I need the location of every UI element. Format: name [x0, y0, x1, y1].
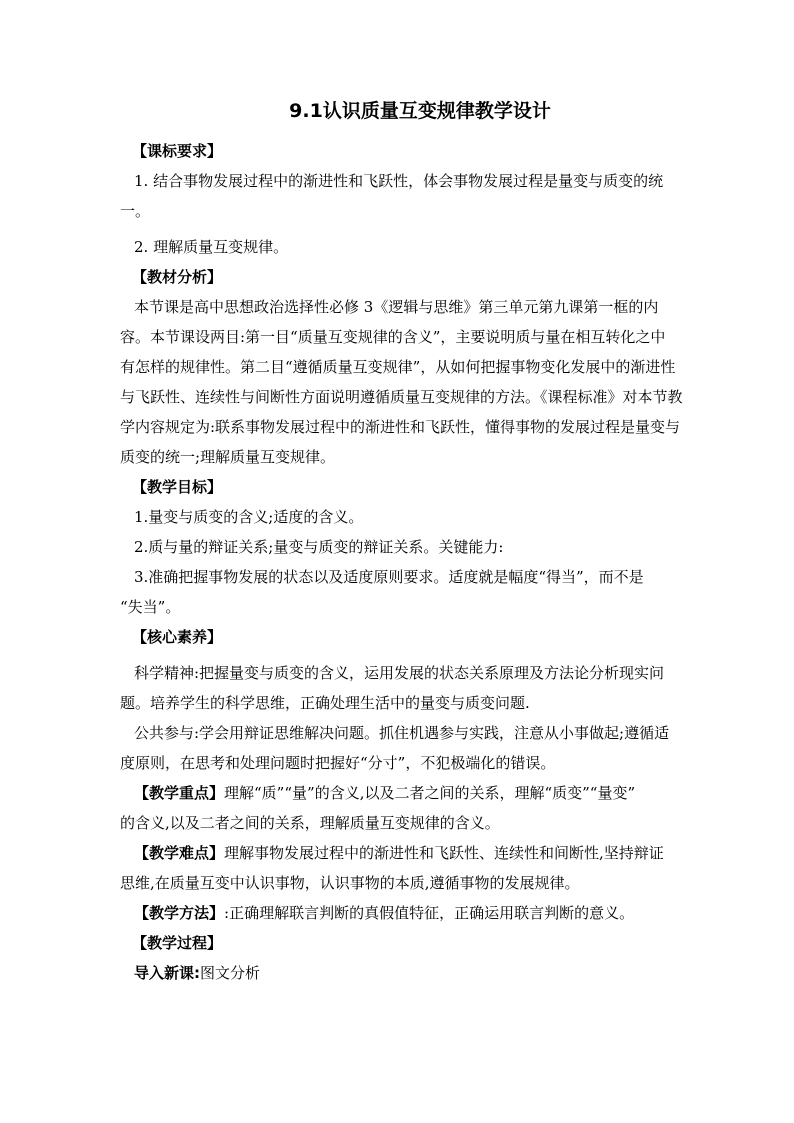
kebiao-item-1-line-1: 1. 结合事物发展过程中的渐进性和飞跃性，体会事物发展过程是量变与质变的统 — [134, 172, 664, 190]
jiaocai-line-4: 与飞跃性、连续性与间断性方面说明遵循质量互变规律的方法。《课程标准》对本节教 — [120, 388, 683, 406]
page-title: 9.1认识质量互变规律教学设计 — [289, 100, 551, 122]
mubiao-item-3-line-1: 3.准确把握事物发展的状态以及适度原则要求。适度就是幅度“得当”，而不是 — [134, 568, 644, 586]
daoru-line — [120, 958, 700, 988]
kebiao-item-2: 2. 理解质量互变规律。 — [134, 238, 289, 256]
section-heading-guocheng: 【教学过程】 — [132, 934, 223, 952]
zhongdian-label: 【教学重点】 — [134, 784, 225, 802]
zhongdian-text: 理解“质”“量”的含义,以及二者之间的关系，理解“质变”“量变” — [224, 784, 636, 802]
nandian-line-1 — [120, 838, 700, 868]
jiaocai-line-1: 本节课是高中思想政治选择性必修 3《逻辑与思维》第三单元第九课第一框的内 — [134, 298, 659, 316]
daoru-label: 导入新课: — [134, 964, 200, 982]
jiaocai-line-5: 学内容规定为:联系事物发展过程中的渐进性和飞跃性，懂得事物的发展过程是量变与 — [120, 418, 681, 436]
nandian-line-2: 思维,在质量互变中认识事物，认识事物的本质,遵循事物的发展规律。 — [120, 874, 580, 892]
fangfa-label: 【教学方法】 — [134, 904, 225, 922]
jiaocai-line-2: 容。本节课设两目:第一目“质量互变规律的含义”，主要说明质与量在相互转化之中 — [120, 328, 666, 346]
daoru-text: 图文分析 — [200, 964, 261, 982]
suyang-kexue-line-2: 题。培养学生的科学思维，正确处理生活中的量变与质变问题. — [120, 694, 530, 712]
fangfa-text: :正确理解联言判断的真假值特征，正确运用联言判断的意义。 — [224, 904, 635, 922]
suyang-gonggong-line-2: 度原则，在思考和处理问题时把握好“分寸”，不犯极端化的错误。 — [120, 754, 556, 772]
zhongdian-line-2: 的含义,以及二者之间的关系，理解质量互变规律的含义。 — [120, 814, 500, 832]
jiaocai-line-3: 有怎样的规律性。第二目“遵循质量互变规律”，从如何把握事物变化发展中的渐进性 — [120, 358, 676, 376]
nandian-text: 理解事物发展过程中的渐进性和飞跃性、连续性和间断性,坚持辩证 — [224, 844, 664, 862]
nandian-label: 【教学难点】 — [134, 844, 225, 862]
kebiao-item-1-line-2: 一。 — [120, 202, 151, 220]
mubiao-item-2: 2.质与量的辩证关系;量变与质变的辩证关系。关键能力: — [134, 538, 504, 556]
section-heading-suyang: 【核心素养】 — [132, 628, 223, 646]
suyang-gonggong-line-1: 公共参与:学会用辩证思维解决问题。抓住机遇参与实践，注意从小事做起;遵循适 — [134, 724, 670, 742]
mubiao-item-3-line-2: “失当”。 — [120, 598, 181, 616]
section-heading-jiaocai: 【教材分析】 — [132, 268, 223, 286]
fangfa-line — [120, 898, 700, 928]
document-body — [120, 96, 700, 988]
suyang-kexue-line-1: 科学精神:把握量变与质变的含义，运用发展的状态关系原理及方法论分析现实问 — [134, 664, 665, 682]
section-heading-kebiao: 【课标要求】 — [132, 142, 223, 160]
jiaocai-line-6: 质变的统一;理解质量互变规律。 — [120, 448, 336, 466]
zhongdian-line-1 — [120, 778, 700, 808]
mubiao-item-1: 1.量变与质变的含义;适度的含义。 — [134, 508, 364, 526]
section-heading-mubiao: 【教学目标】 — [132, 478, 223, 496]
